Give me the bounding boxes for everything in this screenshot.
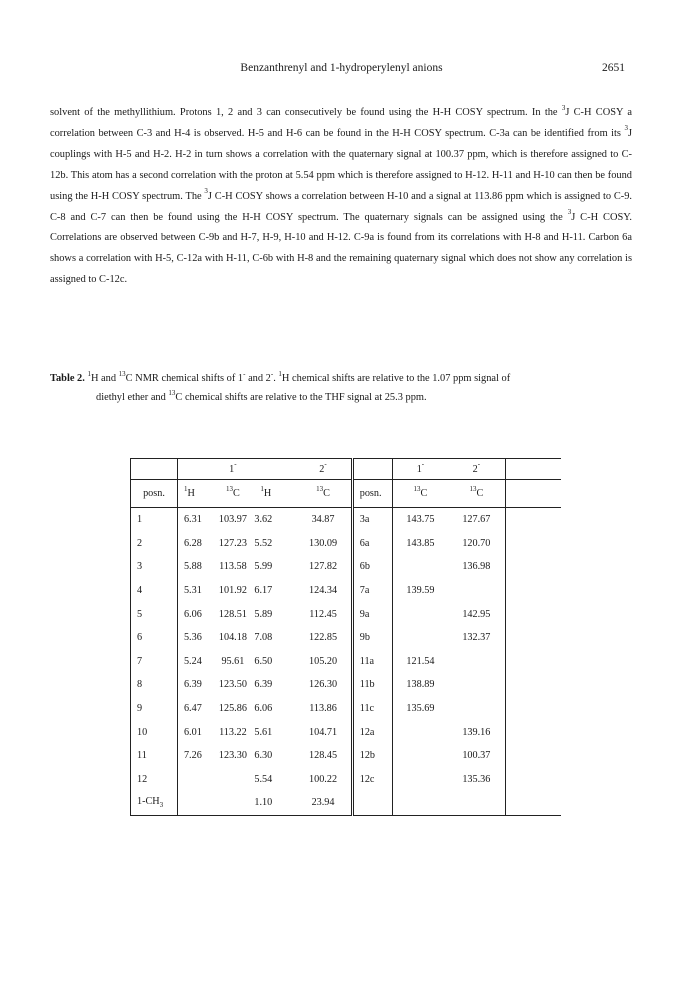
row-13c-2: 23.94 [295, 791, 352, 815]
row-1h-1: 6.31 [177, 508, 211, 532]
caption-line-2: diethyl ether and $^{13}$C chemical shifts are relative to the THF signal at 25.3 ppm. [96, 388, 427, 403]
row-13c-1: 95.61 [221, 655, 245, 667]
row-posn: 5 [131, 602, 178, 626]
row-spacer [505, 555, 561, 579]
row-13c-3 [392, 768, 448, 792]
table-row [131, 768, 562, 792]
caption-label: Table 2. [50, 373, 85, 384]
row-1h-2: 5.89 [254, 608, 273, 620]
row-13c-2: 105.20 [309, 655, 338, 667]
col-header-posn-right: posn. [352, 480, 392, 508]
col-header-1h-2: $^1$H [254, 480, 295, 508]
row-posn-right: 11a [352, 650, 392, 674]
row-13c-1: 103.97 [218, 514, 247, 526]
row-13c-3 [392, 720, 448, 744]
row-13c-1: 104.18 [218, 632, 247, 644]
row-13c-4 [448, 791, 505, 815]
row-posn: 9 [131, 697, 178, 721]
row-13c-2: 126.30 [309, 679, 338, 691]
row-posn-right: 6a [352, 532, 392, 556]
row-13c-4: 120.70 [462, 537, 491, 549]
group-label-1-right: 1- [392, 459, 448, 480]
page-number: 2651 [602, 62, 625, 74]
table-row [131, 650, 562, 674]
row-posn-right: 9b [352, 626, 392, 650]
row-13c-1: 127.23 [218, 537, 247, 549]
table-row [131, 791, 562, 815]
row-posn-right: 12b [352, 744, 392, 768]
nmr-shift-table [130, 458, 561, 816]
row-spacer [505, 791, 561, 815]
row-1h-2: 5.52 [254, 537, 273, 549]
row-13c-3: 139.59 [392, 579, 448, 603]
caption-line-1 [50, 369, 635, 388]
row-13c-1: 113.22 [219, 726, 247, 738]
row-13c-1 [211, 768, 254, 792]
row-13c-2: 100.22 [309, 773, 338, 785]
row-13c-3: 143.85 [392, 532, 448, 556]
row-13c-2: 127.82 [309, 561, 338, 573]
row-1h-1: 5.24 [177, 650, 211, 674]
group-label-2-left: 2- [295, 459, 352, 480]
row-1h-2: 6.30 [254, 750, 273, 762]
row-13c-2: 130.09 [309, 537, 338, 549]
running-title: Benzanthrenyl and 1-hydroperylenyl anions [240, 62, 443, 74]
row-spacer [505, 720, 561, 744]
row-13c-1: 123.50 [218, 679, 247, 691]
table-caption [50, 369, 635, 407]
row-posn: 4 [131, 579, 178, 603]
row-1h-2: 1.10 [254, 791, 295, 815]
row-posn-right: 9a [352, 602, 392, 626]
row-13c-2: 34.87 [311, 514, 335, 526]
row-1h-2: 3.62 [254, 514, 273, 526]
group-label-1-left: 1- [211, 459, 254, 480]
row-13c-3 [392, 626, 448, 650]
row-posn: 6 [131, 626, 178, 650]
row-13c-4 [448, 579, 505, 603]
row-1h-2: 7.08 [254, 632, 273, 644]
row-13c-2: 122.85 [309, 632, 338, 644]
table-row [131, 555, 562, 579]
row-posn: 7 [131, 650, 178, 674]
row-posn-right: 7a [352, 579, 392, 603]
table-row [131, 579, 562, 603]
table-row [131, 602, 562, 626]
row-posn-right: 3a [352, 508, 392, 532]
row-spacer [505, 508, 561, 532]
row-13c-4 [448, 697, 505, 721]
row-13c-2: 112.45 [309, 608, 337, 620]
row-13c-1: 113.58 [219, 561, 247, 573]
row-1h-2: 5.54 [254, 773, 273, 785]
table-row [131, 697, 562, 721]
row-13c-4: 132.37 [462, 632, 491, 644]
row-13c-4 [448, 673, 505, 697]
col-header-13c-4: $^{13}$C [448, 480, 505, 508]
row-13c-4: 127.67 [462, 514, 491, 526]
row-13c-4: 142.95 [462, 608, 491, 620]
col-header-1h-1: $^1$H [177, 480, 211, 508]
row-1h-2: 5.99 [254, 561, 273, 573]
table-row [131, 673, 562, 697]
row-1h-1: 6.28 [177, 532, 211, 556]
row-spacer [505, 579, 561, 603]
col-header-13c-2: $^{13}$C [295, 480, 352, 508]
row-posn: 11 [131, 744, 178, 768]
table-row [131, 626, 562, 650]
row-13c-1: 101.92 [218, 585, 247, 597]
row-13c-1: 128.51 [218, 608, 247, 620]
group-label-2-right: 2- [448, 459, 505, 480]
row-posn: 1 [131, 508, 178, 532]
row-13c-4: 135.36 [462, 773, 491, 785]
row-13c-2: 113.86 [309, 703, 337, 715]
row-spacer [505, 697, 561, 721]
row-posn: 10 [131, 720, 178, 744]
row-posn-right: 6b [352, 555, 392, 579]
row-posn-right: 12c [352, 768, 392, 792]
row-posn-right [352, 791, 392, 815]
table-row [131, 720, 562, 744]
row-13c-4: 100.37 [462, 750, 491, 762]
body-paragraph: solvent of the methyllithium. Protons 1, 2 and 3 can consecutively be found using the H-H COSY spectrum. In the $^3$J C-H COSY a correlation between C-3 and H-4 is observed. H-5 and H-6 can be found in the H-H COSY spectrum. C-3a can be identified from its $^3$J couplings with H-5 and H-2. H-2 in turn shows a correlation with the quaternary signal at 100.37 ppm, which is therefore assigned to C-12b. This atom has a second correlation with the proton at 5.54 ppm which is therefore assigned to H-12. H-11 and H-10 can then be found using the H-H COSY spectrum. The $^3$J C-H COSY shows a correlation between H-10 and a signal at 113.86 ppm which is assigned to C-9. C-8 and C-7 can then be found using the H-H COSY spectrum. The quaternary signals can be assigned using the $^3$J C-H COSY. Correlations are observed between C-9b and H-7, H-9, H-10 and H-12. C-9a is found from its correlations with H-8 and H-11. Carbon 6a shows a correlation with H-5, C-12a with H-11, C-6b with H-8 and the remaining quaternary signal which does not show any correlation is assigned to C-12c. [50, 103, 632, 286]
row-13c-3: 138.89 [392, 673, 448, 697]
row-posn-right: 11b [352, 673, 392, 697]
column-header-row [131, 480, 562, 508]
row-13c-1: 125.86 [218, 703, 247, 715]
row-spacer [505, 650, 561, 674]
table-row [131, 744, 562, 768]
caption-text-1: $^1$H and $^{13}$C NMR chemical shifts of 1- and 2-. $^1$H chemical shifts are relative to the 1.07 ppm signal of [87, 369, 511, 384]
page-header [0, 62, 683, 78]
row-1h-1: 5.36 [177, 626, 211, 650]
row-13c-2: 124.34 [309, 585, 338, 597]
group-header-row [131, 459, 562, 480]
col-header-13c-1: $^{13}$C [211, 480, 254, 508]
row-13c-3 [392, 602, 448, 626]
row-13c-1: 123.30 [218, 750, 247, 762]
row-1h-2: 6.06 [254, 703, 273, 715]
row-13c-4: 139.16 [462, 726, 491, 738]
row-posn: 12 [131, 768, 178, 792]
row-13c-1 [211, 791, 254, 815]
row-posn: $1-CH_3$ [131, 791, 178, 815]
row-spacer [505, 768, 561, 792]
row-1h-1 [177, 768, 211, 792]
table-row [131, 508, 562, 532]
row-spacer [505, 532, 561, 556]
row-1h-2: 6.39 [254, 679, 273, 691]
row-posn: 2 [131, 532, 178, 556]
row-1h-1: 6.06 [177, 602, 211, 626]
row-1h-1: 5.88 [177, 555, 211, 579]
row-posn-right: 12a [352, 720, 392, 744]
col-header-posn: posn. [131, 480, 178, 508]
table-row [131, 532, 562, 556]
row-spacer [505, 626, 561, 650]
row-1h-1: 6.47 [177, 697, 211, 721]
row-1h-2: 6.17 [254, 585, 273, 597]
row-13c-3 [392, 744, 448, 768]
row-1h-1: 6.39 [177, 673, 211, 697]
row-spacer [505, 673, 561, 697]
row-13c-3: 135.69 [392, 697, 448, 721]
row-posn: 3 [131, 555, 178, 579]
row-13c-3: 121.54 [392, 650, 448, 674]
row-13c-3 [392, 555, 448, 579]
row-1h-1: 6.01 [177, 720, 211, 744]
col-header-13c-3: $^{13}$C [392, 480, 448, 508]
row-1h-1 [177, 791, 211, 815]
row-spacer [505, 744, 561, 768]
row-spacer [505, 602, 561, 626]
row-13c-2: 104.71 [309, 726, 338, 738]
row-13c-2: 128.45 [309, 750, 338, 762]
row-13c-4 [448, 650, 505, 674]
row-13c-3 [392, 791, 448, 815]
row-1h-2: 6.50 [254, 655, 273, 667]
row-posn: 8 [131, 673, 178, 697]
row-posn-right: 11c [352, 697, 392, 721]
row-1h-1: 5.31 [177, 579, 211, 603]
row-1h-1: 7.26 [177, 744, 211, 768]
row-1h-2: 5.61 [254, 726, 273, 738]
row-13c-4: 136.98 [462, 561, 491, 573]
row-13c-3: 143.75 [392, 508, 448, 532]
